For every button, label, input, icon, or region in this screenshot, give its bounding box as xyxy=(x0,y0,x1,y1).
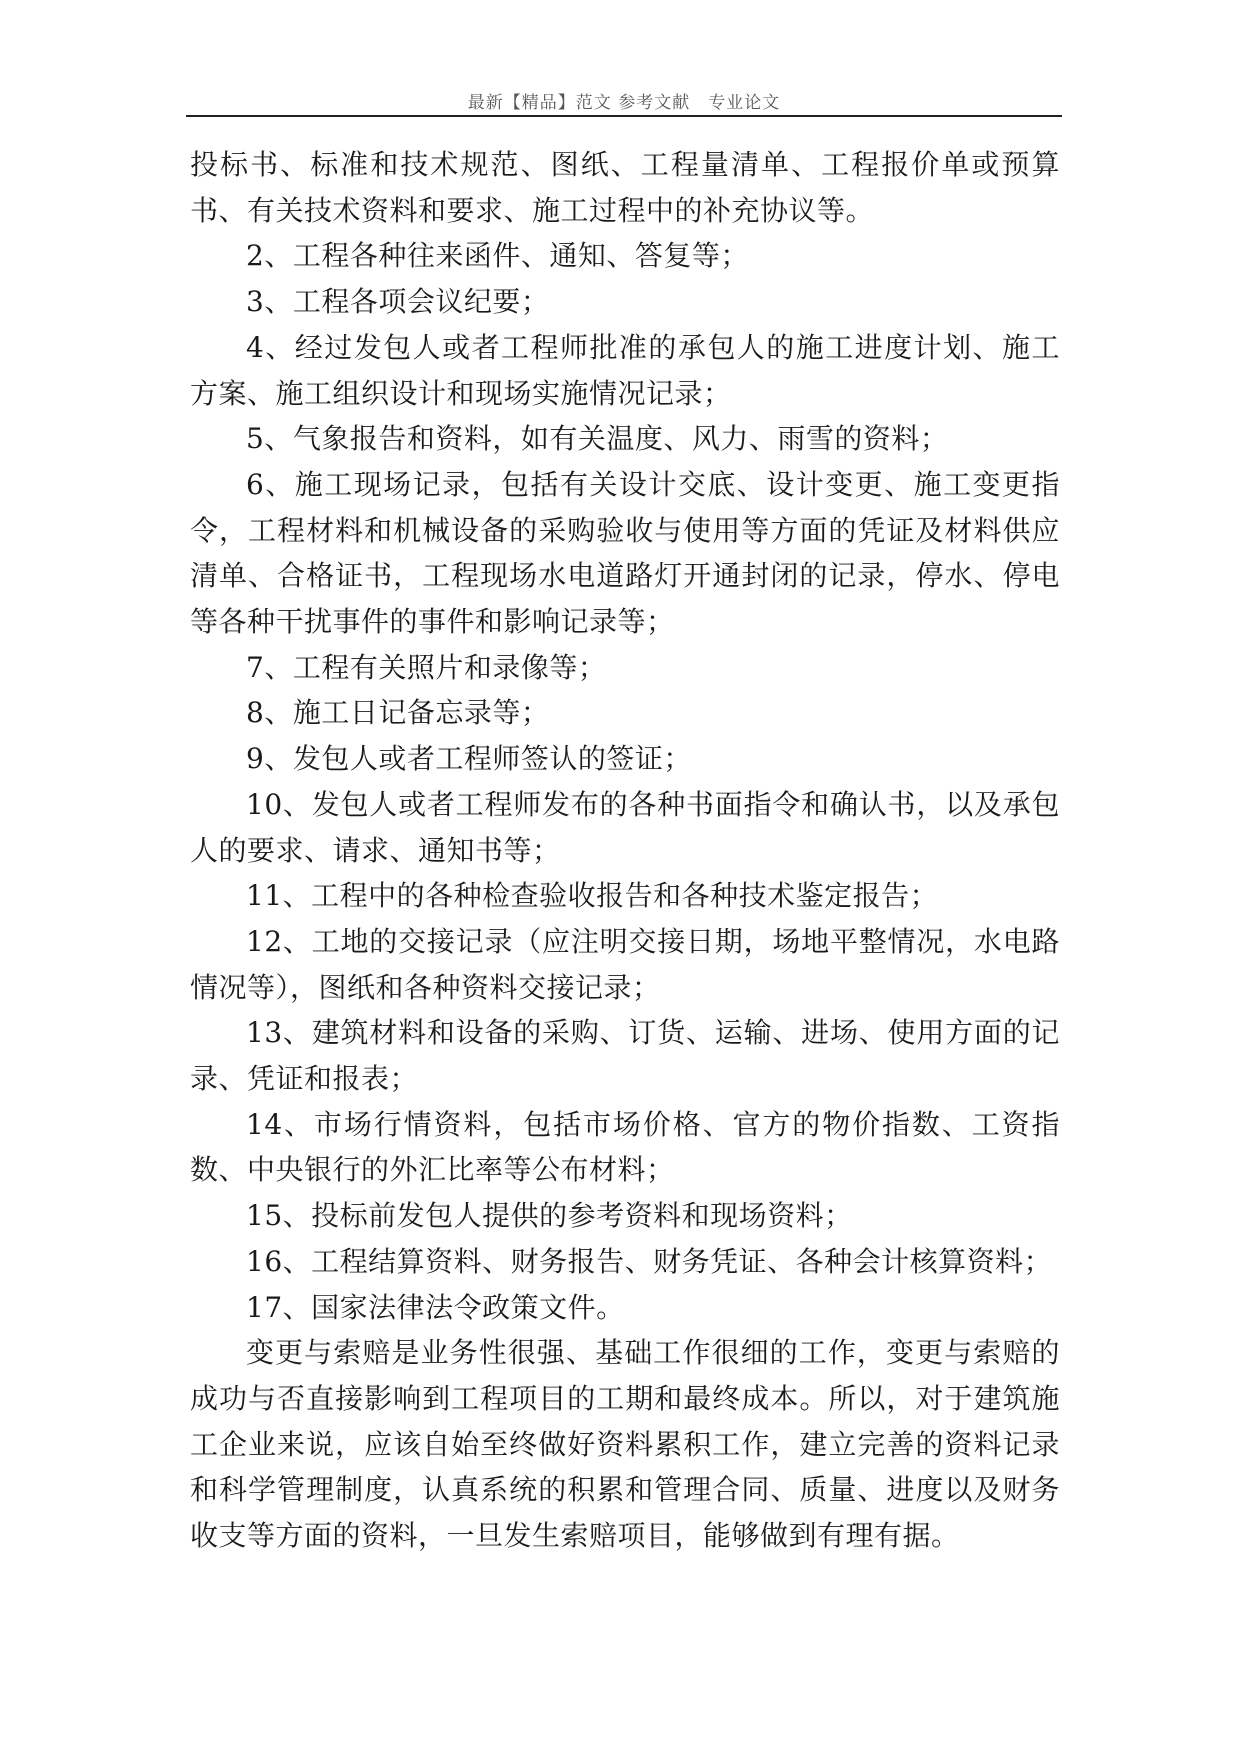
paragraph-9: 9、发包人或者工程师签认的签证； xyxy=(246,742,692,776)
paragraph-16: 16、工程结算资料、财务报告、财务凭证、各种会计核算资料； xyxy=(246,1244,1053,1278)
paragraph-5: 5、气象报告和资料，如有关温度、风力、雨雪的资料； xyxy=(246,422,949,456)
header-divider xyxy=(186,115,1062,117)
paragraph-8: 8、施工日记备忘录等； xyxy=(246,696,550,730)
paragraph-4: 4、经过发包人或者工程师批准的承包人的施工进度计划、施工方案、施工组织设计和现场实施情况记录； xyxy=(190,330,1060,410)
paragraph-18: 变更与索赔是业务性很强、基础工作很细的工作，变更与索赔的成功与否直接影响到工程项目的工期和最终成本。所以，对于建筑施工企业来说，应该自始至终做好资料累积工作，建立完善的资料记录和科学管理制度，认真系统的积累和管理合同、质量、进度以及财务收支等方面的资料，一旦发生索赔项目，能够做到有理有据。 xyxy=(190,1336,1060,1553)
paragraph-11: 11、工程中的各种检查验收报告和各种技术鉴定报告； xyxy=(246,879,939,913)
document-body xyxy=(190,142,1060,1559)
paragraph-13: 13、建筑材料和设备的采购、订货、运输、进场、使用方面的记录、凭证和报表； xyxy=(190,1016,1060,1096)
paragraph-3: 3、工程各项会议纪要； xyxy=(246,285,550,319)
paragraph-12: 12、工地的交接记录（应注明交接日期，场地平整情况，水电路情况等），图纸和各种资料交接记录； xyxy=(190,924,1060,1004)
paragraph-15: 15、投标前发包人提供的参考资料和现场资料； xyxy=(246,1199,853,1233)
paragraph-14: 14、市场行情资料，包括市场价格、官方的物价指数、工资指数、中央银行的外汇比率等公布材料； xyxy=(190,1107,1060,1187)
paragraph-6: 6、施工现场记录，包括有关设计交底、设计变更、施工变更指令，工程材料和机械设备的采购验收与使用等方面的凭证及材料供应清单、合格证书，工程现场水电道路灯开通封闭的记录，停水、停电等各种干扰事件的事件和影响记录等； xyxy=(190,467,1060,639)
paragraph-2: 2、工程各种往来函件、通知、答复等； xyxy=(246,239,749,273)
paragraph-1: 投标书、标准和技术规范、图纸、工程量清单、工程报价单或预算书、有关技术资料和要求、施工过程中的补充协议等。 xyxy=(190,148,1060,227)
page-header: 最新【精品】范文 参考文献 专业论文 xyxy=(467,93,781,113)
paragraph-7: 7、工程有关照片和录像等； xyxy=(246,650,607,684)
paragraph-10: 10、发包人或者工程师发布的各种书面指令和确认书，以及承包人的要求、请求、通知书等； xyxy=(190,787,1060,867)
paragraph-17: 17、国家法律法令政策文件。 xyxy=(246,1290,625,1324)
